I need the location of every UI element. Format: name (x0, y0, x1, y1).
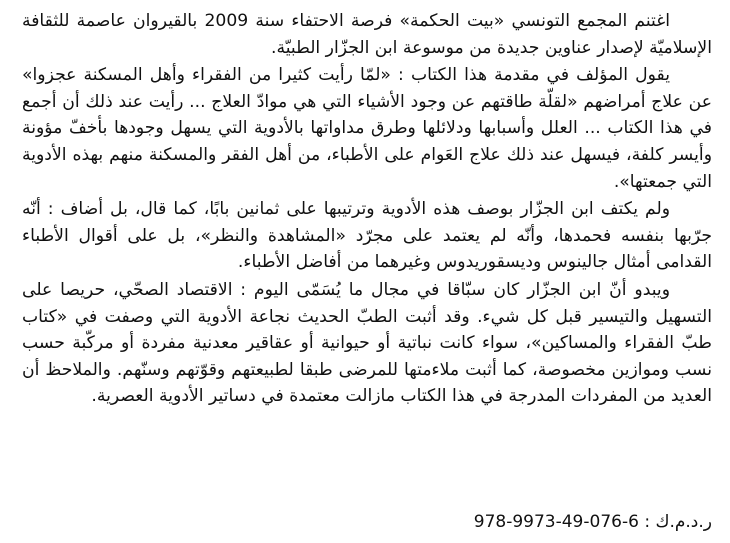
paragraph-author-preface: يقول المؤلف في مقدمة هذا الكتاب : «لمّا رأيت كثيرا من الفقراء وأهل المسكنة عجزوا» عن علاج أمراضهم «لقلّة طاقتهم عن وجود الأشياء التي هي موادّ العلاج ... رأيت عند ذلك أن أجمع في هذا الكتاب ... العلل وأسبابها ودلائلها وطرق مداواتها بالأدوية التي يسهل وجودها بأخفّ مؤونة وأيسر كلفة، فيسهل عند ذلك علاج العَوام على الأطباء، من أهل الفقر والمسكنة منهم بهذه الأدوية التي جمعتها». (22, 65, 712, 192)
isbn-line (474, 509, 712, 535)
paragraph-health-economy: ويبدو أنّ ابن الجزّار كان سبّاقا في مجال ما يُسَمّى اليوم : الاقتصاد الصحّي، حريصا على التسهيل والتيسير قبل كل شيء. وقد أثبت الطبّ الحديث نجاعة الأدوية التي وصفت في «كتاب طبّ الفقراء والمساكين»، سواء كانت نباتية أو حيوانية أو عقاقير معدنية مفردة أو مركّبة حسب نسب وموازين مخصوصة، كما أثبت ملاءمتها للمرضى طبقا لطبيعتهم وقوّتهم وسنّهم. والملاحظ أن العديد من المفردات المدرجة في هذا الكتاب مازالت معتمدة في دساتير الأدوية العصرية. (22, 279, 712, 407)
paragraph-intro: اغتنم المجمع التونسي «بيت الحكمة» فرصة الاحتفاء سنة 2009 بالقيروان عاصمة للثقافة الإسلاميّة لإصدار عناوين جديدة من موسوعة ابن الجزّار الطبيّة. (22, 11, 712, 58)
document-body (22, 8, 712, 411)
isbn-label: ر.د.م.ك : (644, 512, 712, 532)
paragraph-method: ولم يكتف ابن الجزّار بوصف هذه الأدوية وترتيبها على ثمانين بابًا، كما قال، بل أضاف : أنّه جرّبها بنفسه فحمدها، وأنّه لم يعتمد على مجرّد «المشاهدة والنظر»، بل على أقوال الأطباء القدامى أمثال جالينوس وديسقوريدوس وغيرهما من أفاضل الأطباء. (22, 199, 712, 273)
isbn-number: 978-9973-49-076-6 (473, 512, 639, 532)
